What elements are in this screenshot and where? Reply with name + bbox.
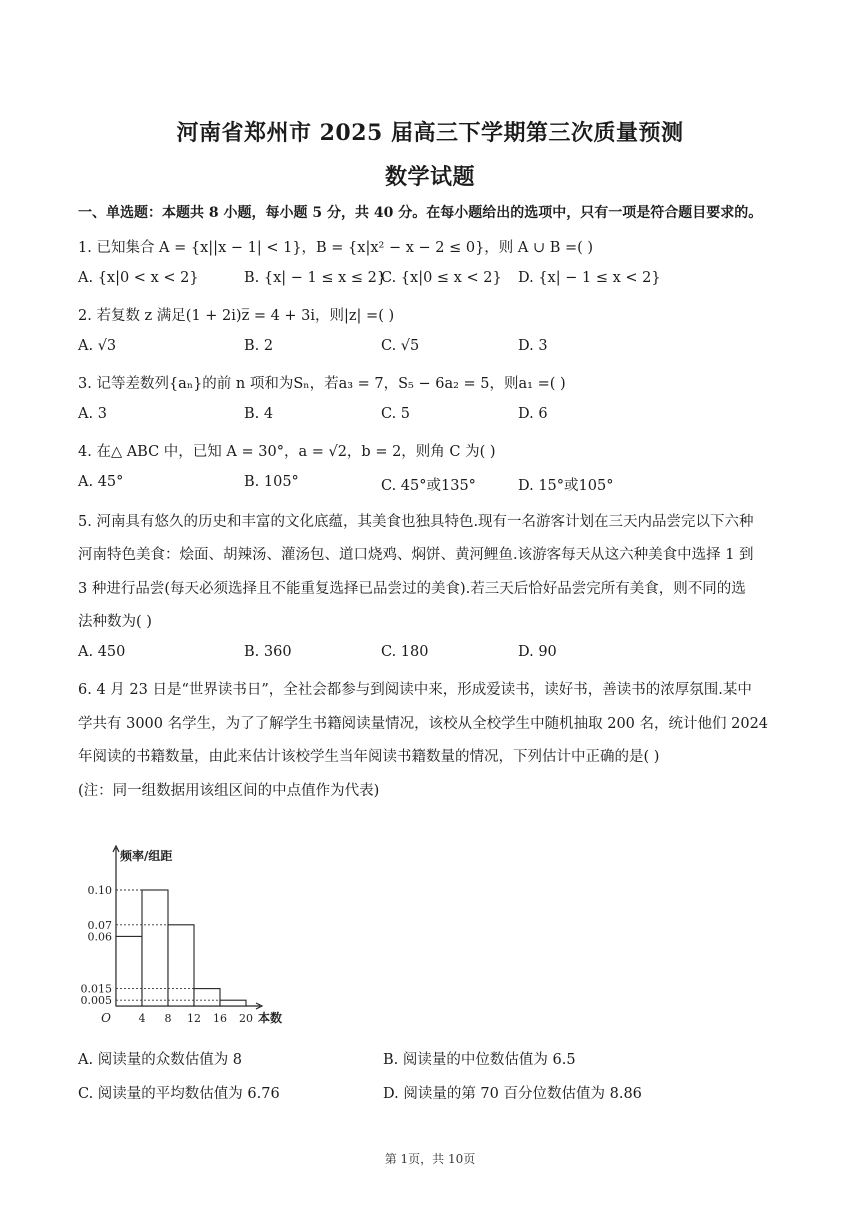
- page-subtitle: 数学试题: [384, 164, 475, 190]
- question-5-option-b: B. 360: [244, 644, 292, 660]
- histogram-bar: [220, 1000, 246, 1006]
- histogram-bar: [168, 925, 194, 1006]
- question-5-line-3: 3 种进行品尝(每天必须选择且不能重复选择已品尝过的美食).若三天后恰好品尝完所有美食，则不同的选: [78, 581, 746, 597]
- section-heading: 一、单选题：本题共 8 小题，每小题 5 分，共 40 分。在每小题给出的选项中，只有一项是符合题目要求的。: [78, 205, 763, 221]
- question-3-option-a: A. 3: [78, 406, 107, 422]
- y-tick-label: 0.005: [80, 994, 112, 1008]
- question-1-option-d: D. {x| − 1 ≤ x < 2}: [518, 270, 661, 286]
- origin-label: O: [101, 1011, 111, 1025]
- question-2-option-d: D. 3: [518, 338, 548, 354]
- question-3-option-b: B. 4: [244, 406, 274, 422]
- question-6-option-d: D. 阅读量的第 70 百分位数估值为 8.86: [383, 1086, 642, 1102]
- question-5-option-d: D. 90: [518, 644, 557, 660]
- x-tick-label: 12: [187, 1012, 201, 1025]
- question-3-option-d: D. 6: [518, 406, 548, 422]
- question-3-option-c: C. 5: [381, 406, 411, 422]
- question-5-option-c: C. 180: [381, 644, 429, 660]
- question-6-line-2: 学共有 3000 名学生，为了了解学生书籍阅读量情况，该校从全校学生中随机抽取 200 名，统计他们 2024: [78, 716, 769, 732]
- question-4-option-b: B. 105°: [244, 474, 299, 490]
- x-tick-label: 4: [138, 1012, 146, 1025]
- question-2-option-c: C. √5: [381, 338, 420, 354]
- question-2-option-b: B. 2: [244, 338, 274, 354]
- page-footer: 第 1页，共 10页: [384, 1152, 476, 1166]
- question-3-text: 3. 记等差数列{aₙ}的前 n 项和为Sₙ，若a₃ = 7，S₅ − 6a₂ = 5，则a₁ =( ): [78, 376, 566, 392]
- question-6-option-c: C. 阅读量的平均数估值为 6.76: [78, 1086, 280, 1102]
- x-tick-label: 8: [164, 1012, 172, 1025]
- question-5-line-4: 法种数为( ): [78, 614, 152, 630]
- question-1-option-b: B. {x| − 1 ≤ x ≤ 2}: [244, 270, 387, 286]
- question-4-option-c: C. 45°或135°: [381, 478, 476, 494]
- histogram-bar: [116, 936, 142, 1006]
- x-axis-label: 本数: [258, 1011, 283, 1025]
- page-title: 河南省郑州市 2025 届高三下学期第三次质量预测: [176, 120, 684, 146]
- question-5-line-2: 河南特色美食：烩面、胡辣汤、灌汤包、道口烧鸡、焖饼、黄河鲤鱼.该游客每天从这六种美食中选择 1 到: [78, 547, 754, 563]
- y-axis-label: 频率/组距: [120, 849, 173, 863]
- question-1-option-a: A. {x|0 < x < 2}: [78, 270, 199, 286]
- question-4-text: 4. 在△ ABC 中，已知 A = 30°，a = √2，b = 2，则角 C 为( ): [78, 444, 496, 460]
- question-2-option-a: A. √3: [78, 338, 117, 354]
- question-6-option-a: A. 阅读量的众数估值为 8: [78, 1052, 243, 1068]
- y-tick-label: 0.07: [87, 918, 112, 932]
- question-5-option-a: A. 450: [78, 644, 126, 660]
- y-tick-label: 0.10: [87, 884, 112, 897]
- question-2-text: 2. 若复数 z 满足(1 + 2i)z̅ = 4 + 3i，则|z| =( ): [78, 308, 395, 324]
- question-6-line-3: 年阅读的书籍数量，由此来估计该校学生当年阅读书籍数量的情况，下列估计中正确的是( ): [78, 749, 660, 765]
- histogram-chart: [70, 838, 330, 1038]
- question-4-option-d: D. 15°或105°: [518, 478, 614, 494]
- question-6-note: (注：同一组数据用该组区间的中点值作为代表): [78, 783, 380, 799]
- y-tick-label: 0.015: [80, 982, 112, 996]
- question-1-option-c: C. {x|0 ≤ x < 2}: [381, 270, 502, 286]
- question-6-line-1: 6. 4 月 23 日是“世界读书日”，全社会都参与到阅读中来，形成爱读书，读好书，善读书的浓厚氛围.某中: [78, 682, 752, 698]
- question-6-option-b: B. 阅读量的中位数估值为 6.5: [383, 1052, 576, 1068]
- histogram-bar: [194, 989, 220, 1006]
- question-5-line-1: 5. 河南具有悠久的历史和丰富的文化底蕴，其美食也独具特色.现有一名游客计划在三天内品尝完以下六种: [78, 514, 754, 530]
- question-4-option-a: A. 45°: [78, 474, 124, 490]
- x-tick-label: 20: [239, 1012, 253, 1025]
- question-1-text: 1. 已知集合 A = {x||x − 1| < 1}，B = {x|x² − x − 2 ≤ 0}，则 A ∪ B =( ): [78, 240, 594, 256]
- x-tick-label: 16: [213, 1012, 227, 1025]
- y-tick-label: 0.06: [87, 930, 112, 944]
